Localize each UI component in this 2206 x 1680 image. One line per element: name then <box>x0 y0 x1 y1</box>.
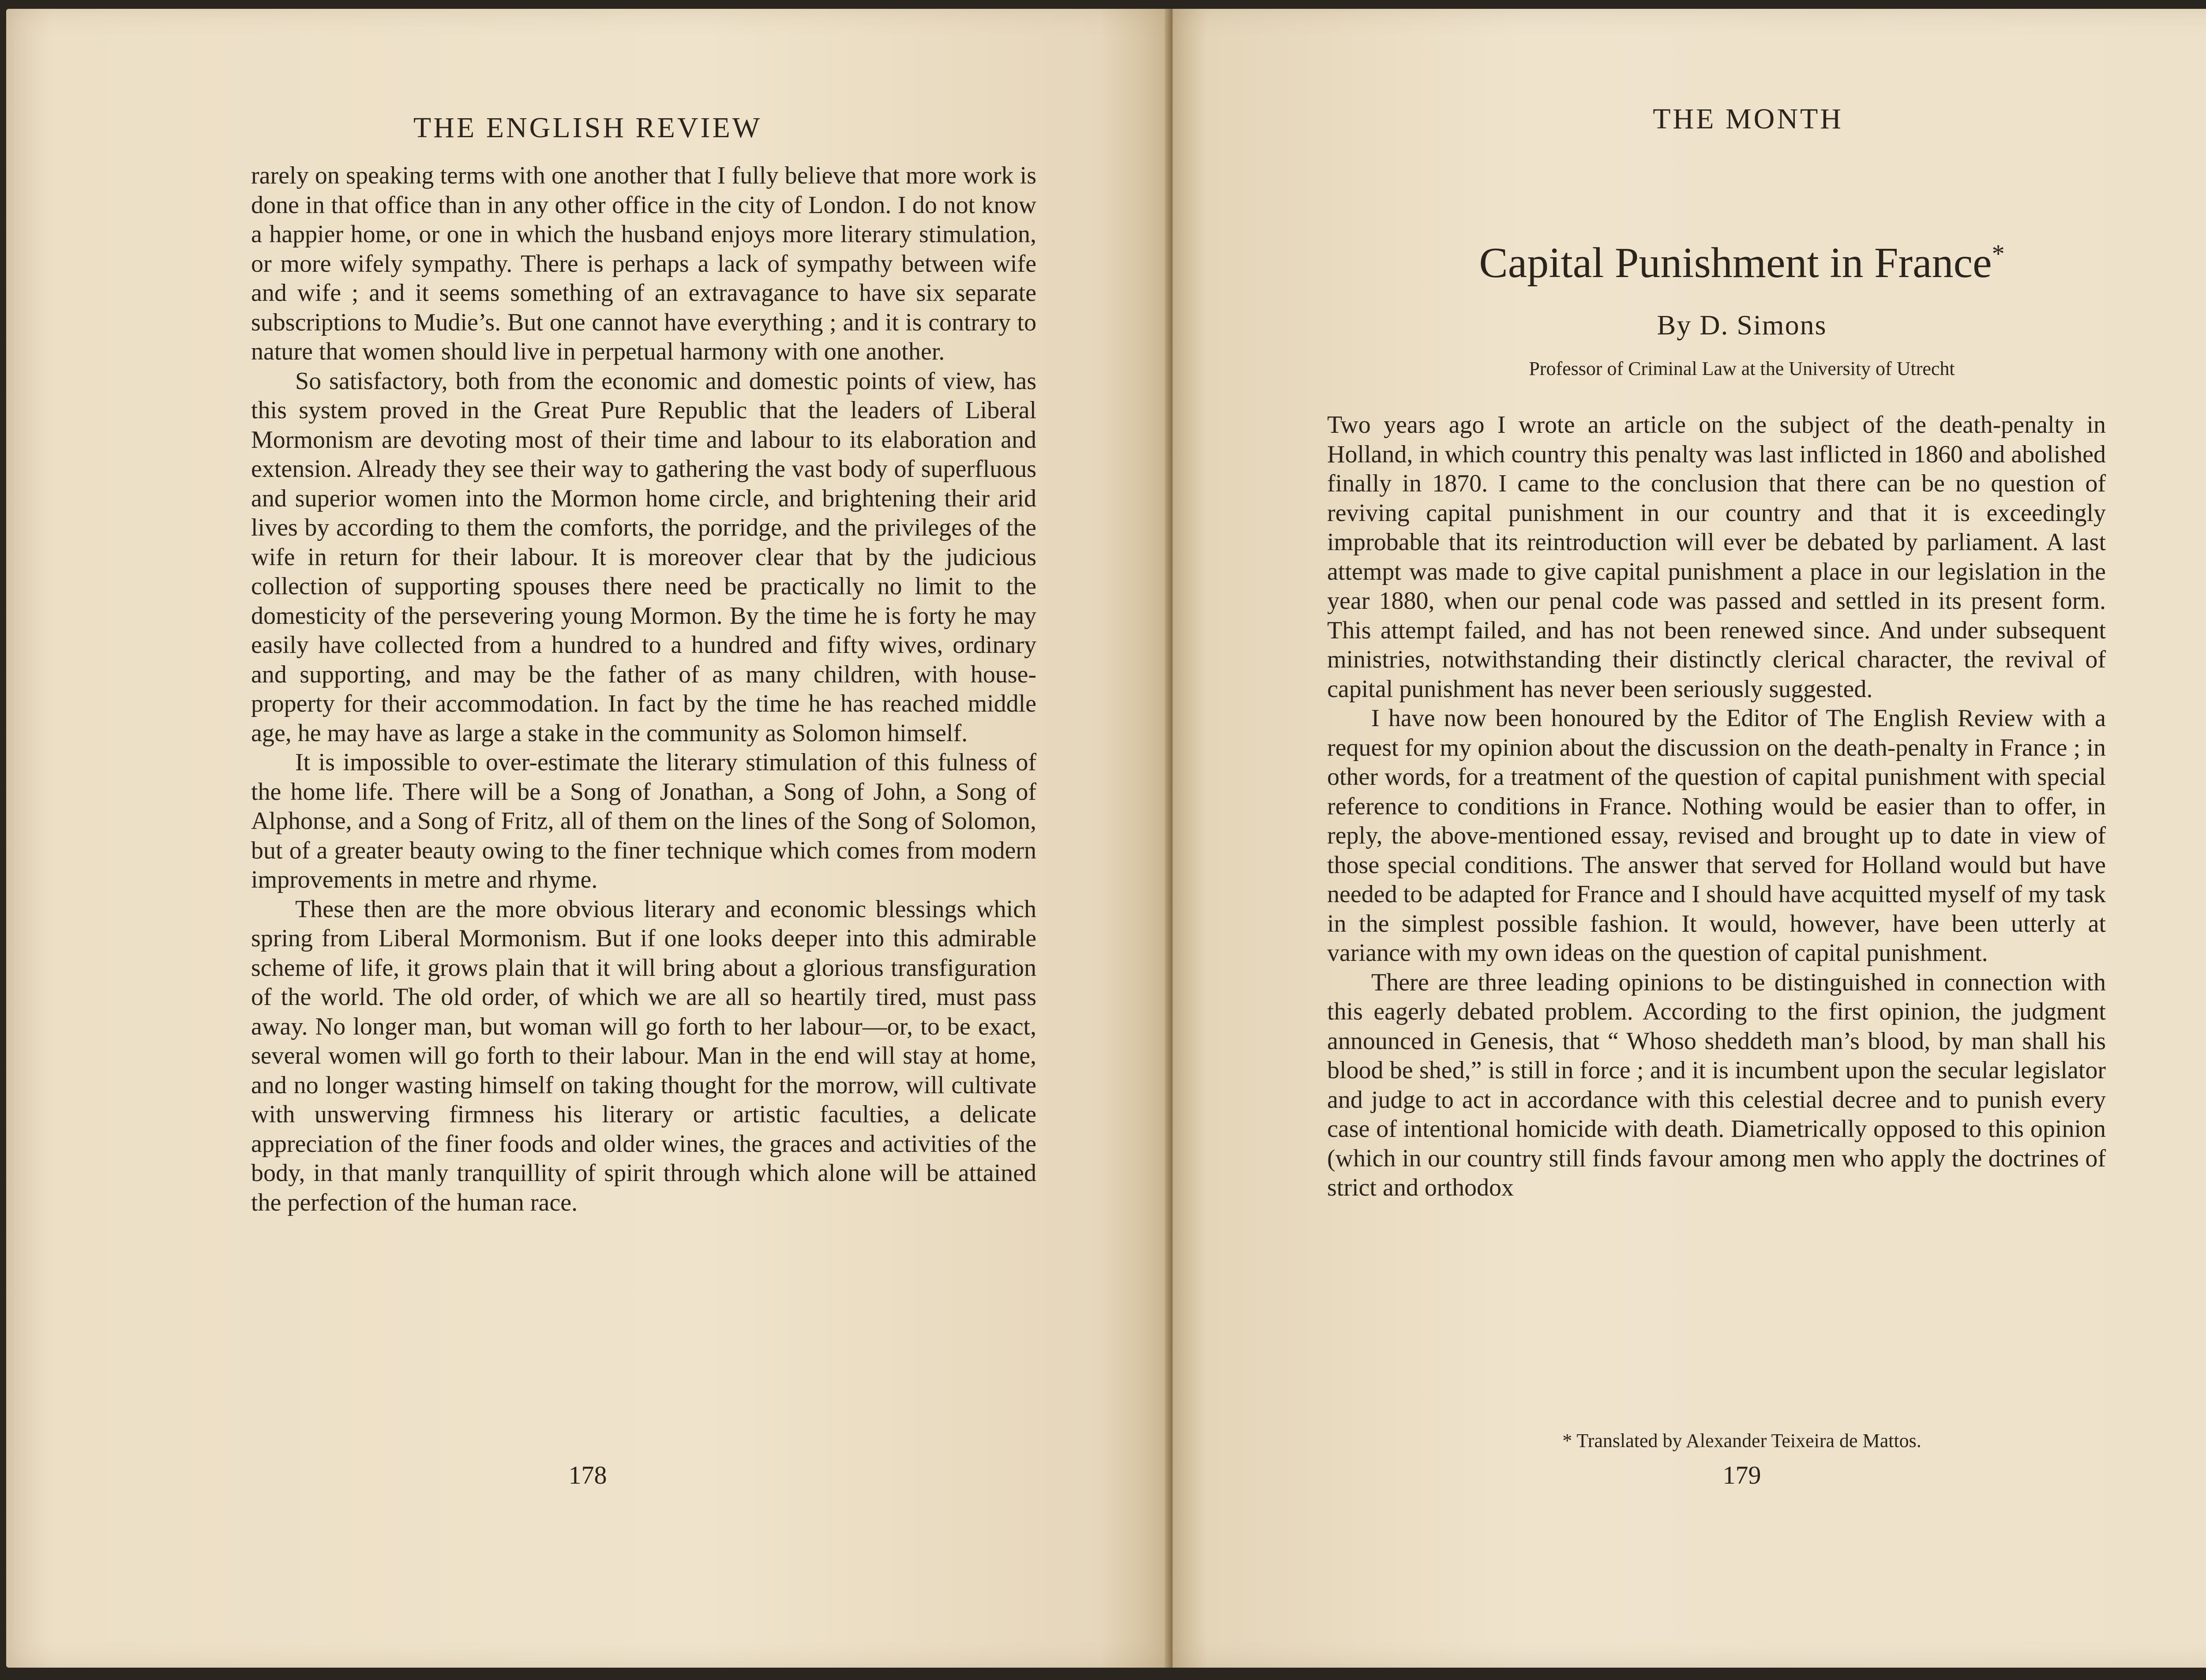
paragraph: These then are the more obvious literary and economic blessings which spring from Liberal Mormonism. But if one looks deeper into this admirable scheme of life, it grows plain that it will bring about a glorious transfiguration of the world. The old order, of which we are all so heartily tired, must pass away. No longer man, but woman will go forth to her labour—or, to be exact, several women will go forth to their labour. Man in the end will stay at home, and no longer wasting himself on taking thought for the morrow, will cultivate with unswerving firmness his literary or artistic faculties, a delicate appreciation of the finer foods and older wines, the graces and activities of the body, in that manly tranquillity of spirit through which alone will be attained the perfection of the human race. <box>251 895 1036 1216</box>
paragraph: There are three leading opinions to be distinguished in connection with this eagerly debated problem. According to the first opinion, the judgment announced in Genesis, that “ Whoso sheddeth man’s blood, by man shall his blood be shed,” is still in force ; and it is incumbent upon the secular legislator and judge to act in accordance with this celestial decree and to punish every case of intentional homicide with death. Diametrically opposed to this opinion (which in our country still finds favour among men who apply the doctrines of strict and orthodox <box>1327 968 2106 1201</box>
paragraph: So satisfactory, both from the economic and domestic points of view, has this system proved in the Great Pure Republic that the leaders of Liberal Mormonism are devoting most of their time and labour to its elaboration and extension. Already they see their way to gathering the vast body of superfluous and superior women into the Mormon home circle, and brightening their arid lives by according to them the comforts, the porridge, and the privileges of the wife in return for their labour. It is moreover clear that by the judicious collection of supporting spouses there need be practically no limit to the domesticity of the persevering young Mormon. By the time he is forty he may easily have collected from a hundred to a hundred and fifty wives, ordinary and supporting, and may be the father of as many children, with house-property for their accommodation. In fact by the time he has reached middle age, he may have as large a stake in the community as Solomon himself. <box>251 367 1036 747</box>
page-number: 179 <box>1722 1461 1761 1489</box>
footnote: * Translated by Alexander Teixeira de Mattos. <box>1562 1430 1921 1451</box>
body-text <box>1327 410 2106 1203</box>
author-affiliation: Professor of Criminal Law at the University of Utrecht <box>1529 358 1955 379</box>
byline: By D. Simons <box>1657 309 1827 341</box>
title-text: Capital Punishment in France <box>1479 239 1992 287</box>
running-head: THE MONTH <box>1653 103 1843 135</box>
running-head: THE ENGLISH REVIEW <box>413 112 762 144</box>
page-number: 178 <box>568 1461 607 1489</box>
right-page <box>1173 9 2206 1668</box>
body-text <box>251 161 1036 1217</box>
paragraph: It is impossible to over-estimate the literary stimulation of this fulness of the home life. There will be a Song of Jonathan, a Song of John, a Song of Alphonse, and a Song of Fritz, all of them on the lines of the Song of Solomon, but of a greater beauty owing to the finer technique which comes from modern improvements in metre and rhyme. <box>251 749 1036 893</box>
paragraph: I have now been honoured by the Editor of The English Review with a request for my opinion about the discussion on the death-penalty in France ; in other words, for a treatment of the question of capital punishment with special reference to conditions in France. Nothing would be easier than to offer, in reply, the above-mentioned essay, revised and brought up to date in view of those special conditions. The answer that served for Holland would but have needed to be adapted for France and I should have acquitted myself of my task in the simplest possible fashion. It would, however, have been utterly at variance with my own ideas on the question of capital punishment. <box>1327 705 2106 967</box>
left-page <box>6 9 1169 1668</box>
paragraph: rarely on speaking terms with one another that I fully believe that more work is done in that office than in any other office in the city of London. I do not know a happier home, or one in which the husband enjoys more literary stimulation, or more wifely sympathy. There is perhaps a lack of sympathy between wife and wife ; and it seems something of an extravagance to have six separate subscriptions to Mudie’s. But one cannot have everything ; and it is contrary to nature that women should live in perpetual harmony with one another. <box>251 162 1036 365</box>
footnote-mark: * <box>1992 239 2005 268</box>
article-title <box>1173 238 2206 288</box>
paragraph: Two years ago I wrote an article on the subject of the death-penalty in Holland, in which country this penalty was last inflicted in 1860 and abolished finally in 1870. I came to the conclusion that there can be no question of reviving capital punishment in our country and that it is exceedingly improbable that its reintroduction will ever be debated by parliament. A last attempt was made to give capital punishment a place in our legislation in the year 1880, when our penal code was passed and settled in its present form. This attempt failed, and has not been renewed since. And under subsequent ministries, notwithstanding their distinctly clerical character, the revival of capital punishment has never been seriously suggested. <box>1327 411 2106 703</box>
